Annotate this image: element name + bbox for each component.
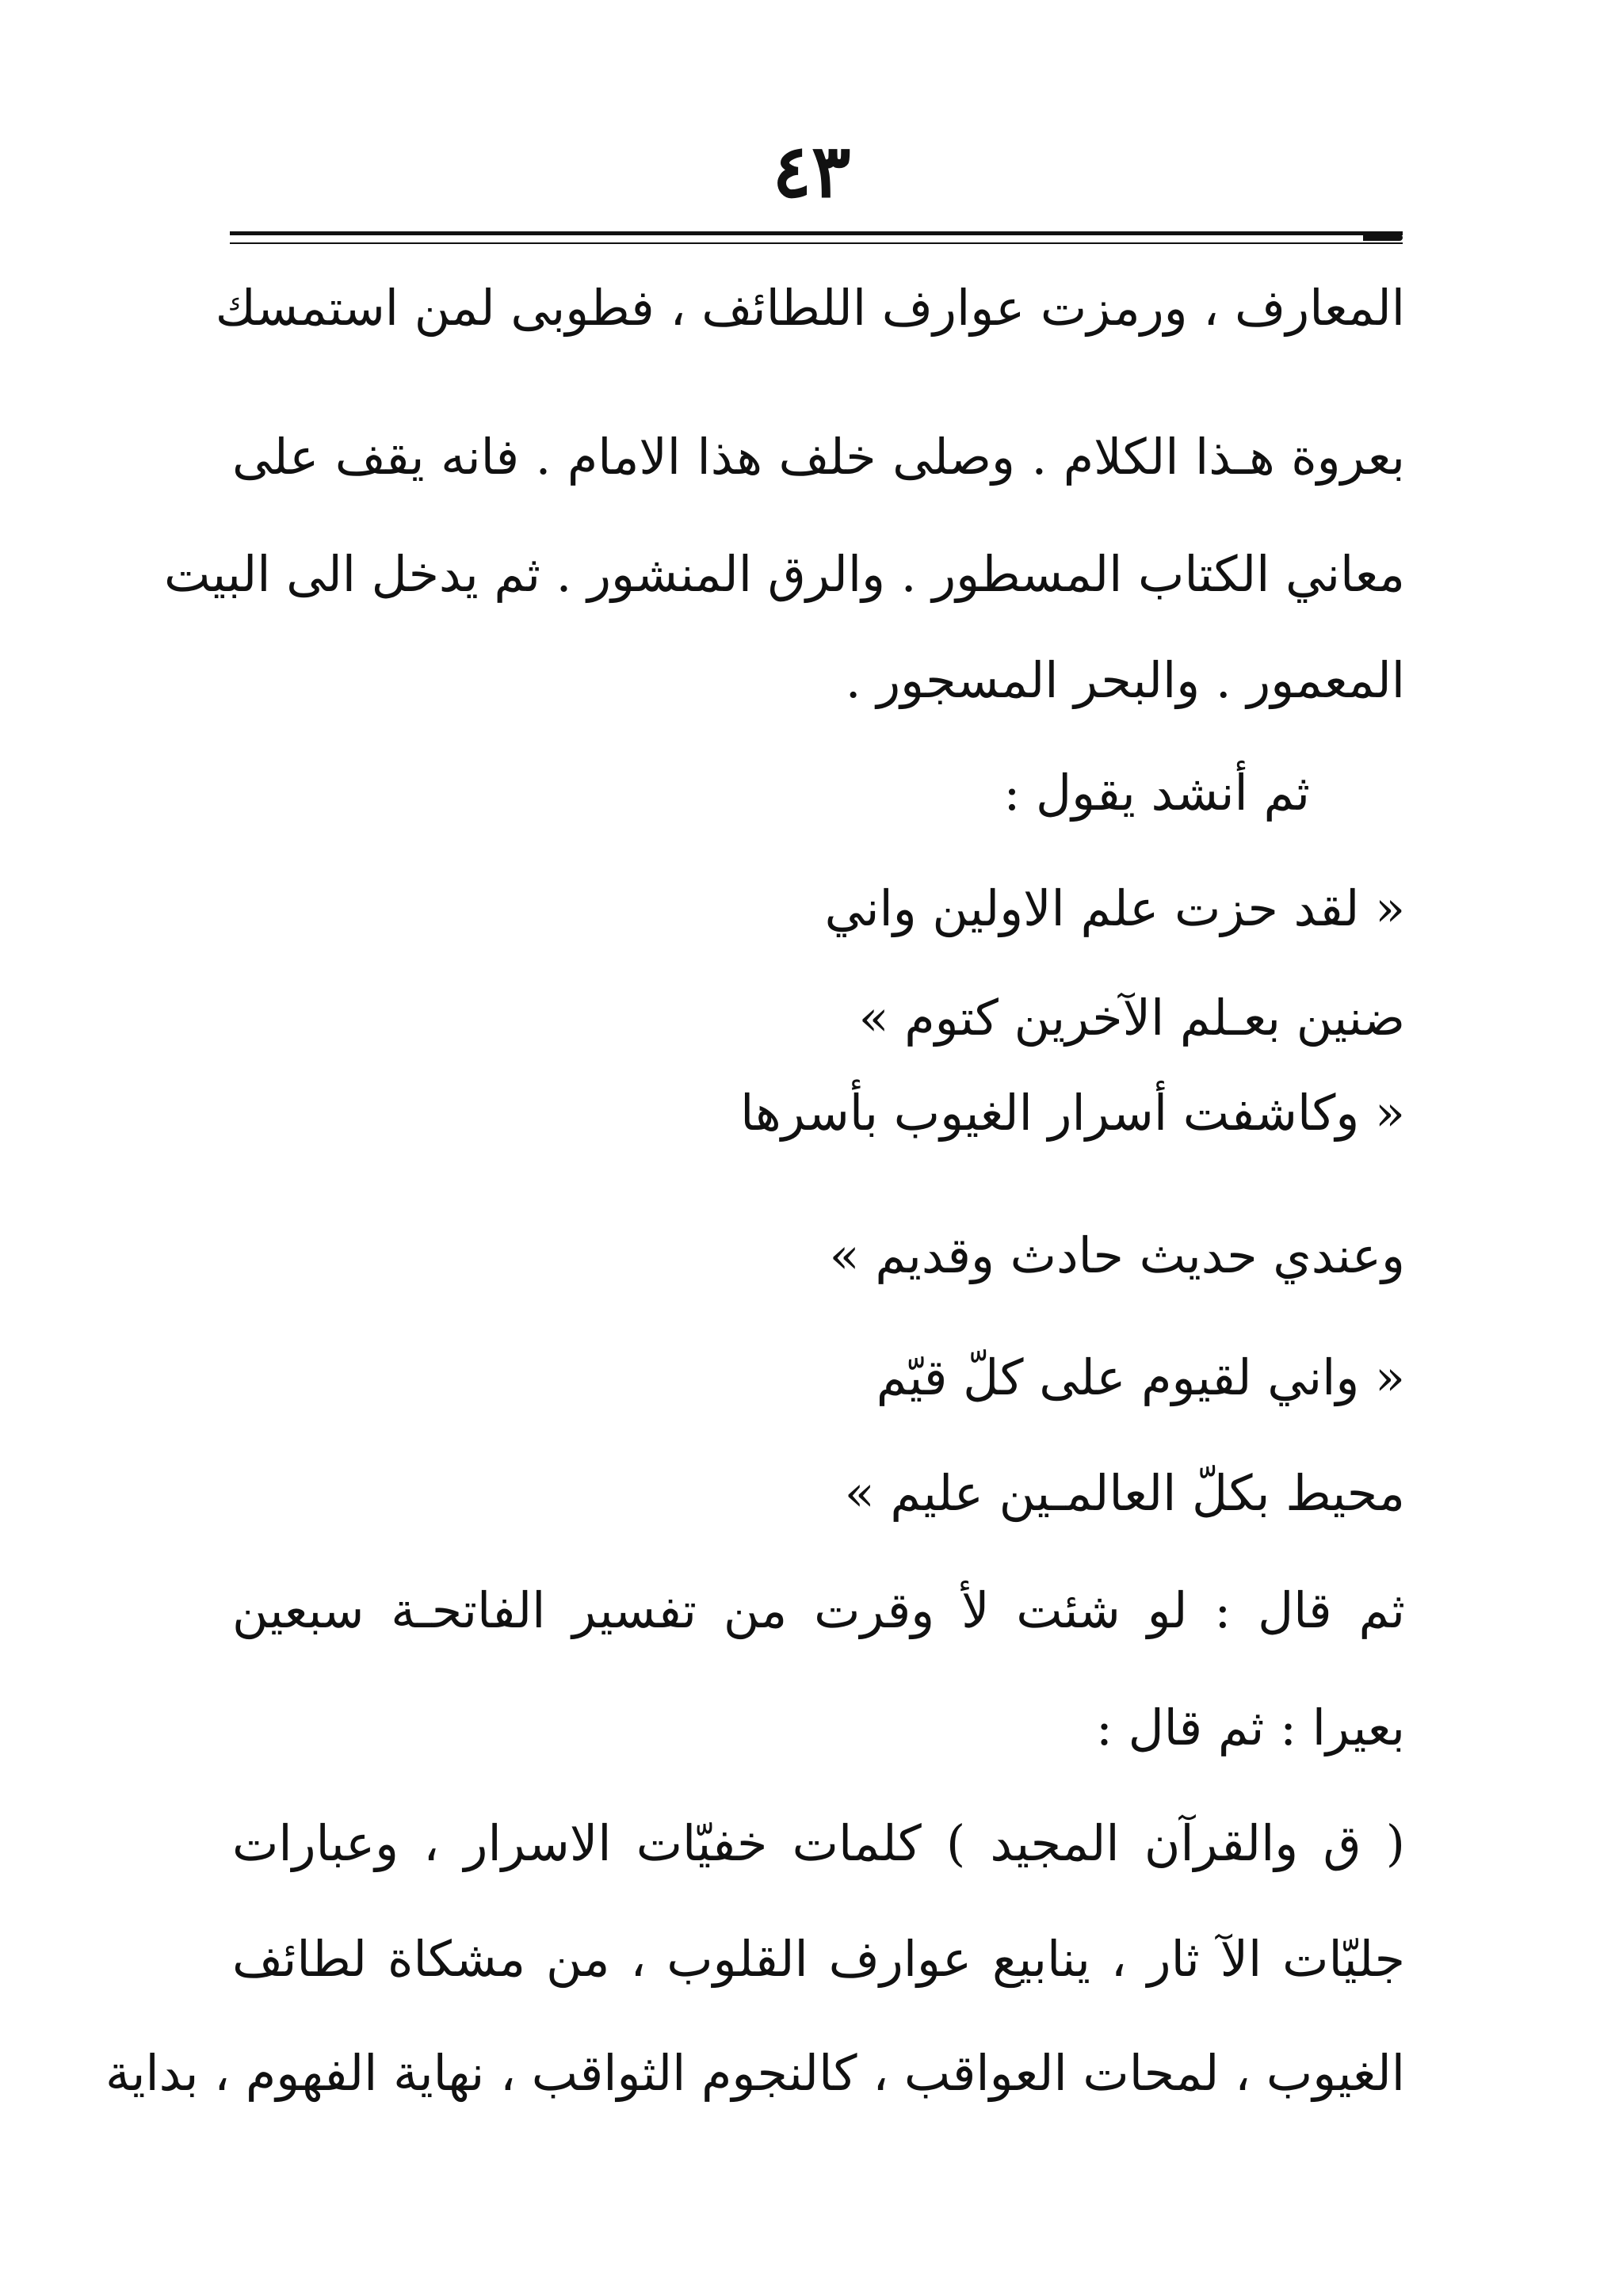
verse-2-second-hemistich: وعندي حديث حادث وقديم »: [829, 1226, 1405, 1284]
verse-1-second-hemistich: ضنين بعـلم الآخرين كتوم »: [858, 989, 1405, 1047]
verse-intro: ثم أنشد يقول :: [1003, 764, 1310, 822]
body-line-1: المعارف ، ورمزت عوارف اللطائف ، فطوبى لمن استمسك: [215, 279, 1405, 337]
body-line-9: الغيوب ، لمحات العواقب ، كالنجوم الثواقب ، نهاية الفهوم ، بداية: [105, 2044, 1405, 2102]
header-rule-ornament: [1363, 235, 1403, 241]
page-number: ٤٣: [772, 128, 851, 214]
body-line-5: ثم قال : لو شئت لأ وقرت من تفسير الفاتحـة سبعين: [232, 1581, 1406, 1639]
body-line-6: بعيرا : ثم قال :: [1095, 1699, 1405, 1756]
body-line-4: المعمور . والبحر المسجور .: [845, 651, 1405, 709]
header-rule-thick: [230, 231, 1403, 235]
body-line-3: معاني الكتاب المسطور . والرق المنشور . ثم يدخل الى البيت: [164, 545, 1405, 603]
header-rule-thin: [230, 242, 1403, 244]
body-line-7: ( ق والقرآن المجيد ) كلمات خفيّات الاسرار ، وعبارات: [232, 1814, 1405, 1872]
body-line-2: بعروة هـذا الكلام . وصلى خلف هذا الامام . فانه يقف على: [232, 428, 1405, 486]
body-line-8: جليّات الآ ثار ، ينابيع عوارف القلوب ، من مشكاة لطائف: [232, 1930, 1405, 1988]
verse-3-second-hemistich: محيط بكلّ العالمـين عليم »: [844, 1464, 1405, 1522]
verse-2-first-hemistich: « وكاشفت أسرار الغيوب بأسرها: [740, 1084, 1405, 1142]
verse-1-first-hemistich: « لقد حزت علم الاولين واني: [824, 879, 1405, 937]
verse-3-first-hemistich: « واني لقيوم على كلّ قيّم: [876, 1348, 1405, 1406]
